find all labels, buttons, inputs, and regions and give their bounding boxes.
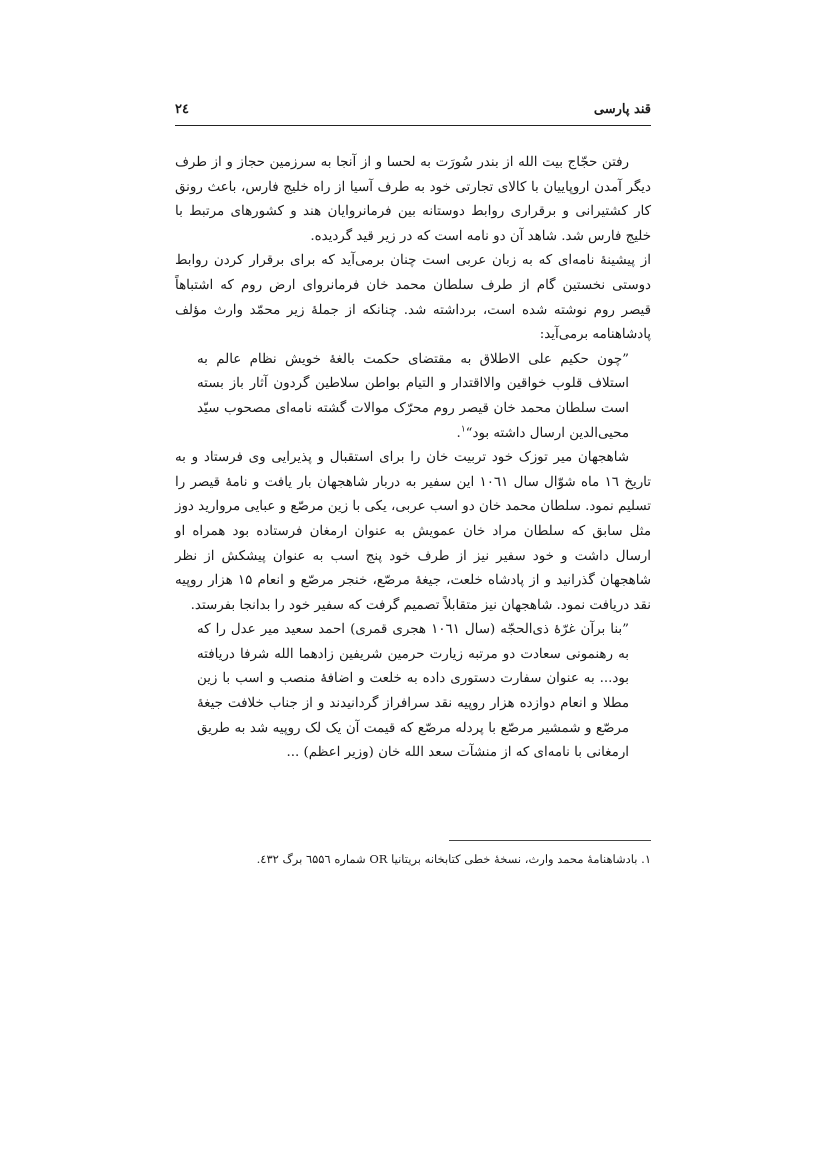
block-quote-1 bbox=[197, 348, 629, 446]
running-title: قند پارسی bbox=[593, 102, 651, 117]
paragraph-2: از پیشینۀ نامه‌ای که به زبان عربی است چنان برمی‌آید که برای برقرار کردن روابط دوستی نخستین گام از طرف سلطان محمد خان فرمانروای ارض روم که اشتباهاً قیصر روم نوشته شده است، برداشته شد. چنانکه از جملۀ زیر محمّد وارث مؤلف پادشاهنامه برمی‌آید: bbox=[175, 253, 651, 343]
paragraph-1: رفتن حجّاج بیت الله از بندر سُورَت به لحسا و از آنجا به سرزمین حجاز و از طرف دیگر آمدن اروپاییان با کالای تجارتی خود به طرف آسیا از راه خلیج فارس، باعث رونق کار کشتیرانی و برقراری روابط دوستانه بین فرمانروایان هند و کشورهای مرتبط با خلیج فارس شد. شاهد آن دو نامه است که در زیر قید گردیده. bbox=[175, 155, 651, 244]
footnote-reference[interactable]: ۱ bbox=[460, 424, 466, 435]
page-number: ۲٤ bbox=[175, 102, 189, 117]
page-header bbox=[175, 102, 651, 124]
block-quote-1-end: . bbox=[456, 425, 461, 441]
body-text bbox=[175, 151, 651, 766]
block-quote-1-text: ”چون حکیم علی الاطلاق به مقتضای حکمت بالغۀ خویش نظام عالم به استلاف قلوب خواقین والااقتدار و التیام بواطن سلاطین گردون آثار باز بسته است سلطان محمد خان قیصر روم محرّک موالات گشته نامه‌ای مصحوب سیّد محیی‌الدین ارسال داشته بود“ bbox=[197, 351, 629, 441]
footnote-rule bbox=[449, 840, 651, 841]
block-quote-2: ”بنا برآن غرّۀ ذی‌الحجّه (سال ۱۰٦۱ هجری قمری) احمد سعید میر عدل را که به رهنمونی سعادت دو مرتبه زیارت حرمین شریفین زادهما الله شرفا دریافته بود... به عنوان سفارت دستوری داده به خلعت و اضافۀ منصب و اسب با زین مطلا و انعام دوازده هزار روپیه نقد سرافراز گردانیدند و از جناب خلافت جیغۀ مرصّع و شمشیر مرصّع با پردله مرصّع که قیمت آن یک لک روپیه شد به طریق ارمغانی با نامه‌ای که از منشآت سعد الله خان (وزیر اعظم) ... bbox=[197, 622, 629, 761]
footnote: ۱. بادشاهنامۀ محمد وارث، نسخۀ خطی کتابخانه بریتانیا OR شماره ٦۵۵٦ برگ ٤۳۲. bbox=[256, 852, 651, 866]
header-rule bbox=[175, 125, 651, 126]
paragraph-3: شاهجهان میر توزک خود تربیت خان را برای استقبال و پذیرایی وی فرستاد و به تاریخ ۱٦ ماه شوّال سال ۱۰٦۱ این سفیر به دربار شاهجهان بار یافت و نامۀ قیصر را تسلیم نمود. سلطان محمد خان دو اسب عربی، یکی با زین مرصّع و عبایی مروارید دوز مثل سابق که سلطان مراد خان عمویش به عنوان ارمغان فرستاده بود همراه او ارسال داشت و خود سفیر نیز از طرف خود پنج اسب به عنوان پیشکش از نظر شاهجهان گذرانید و از پادشاه خلعت، جیغۀ مرصّع، خنجر مرصّع و انعام ۱۵ هزار روپیه نقد دریافت نمود. شاهجهان نیز متقابلاً تصمیم گرفت که سفیر خود را بدانجا بفرستد. bbox=[175, 450, 652, 613]
